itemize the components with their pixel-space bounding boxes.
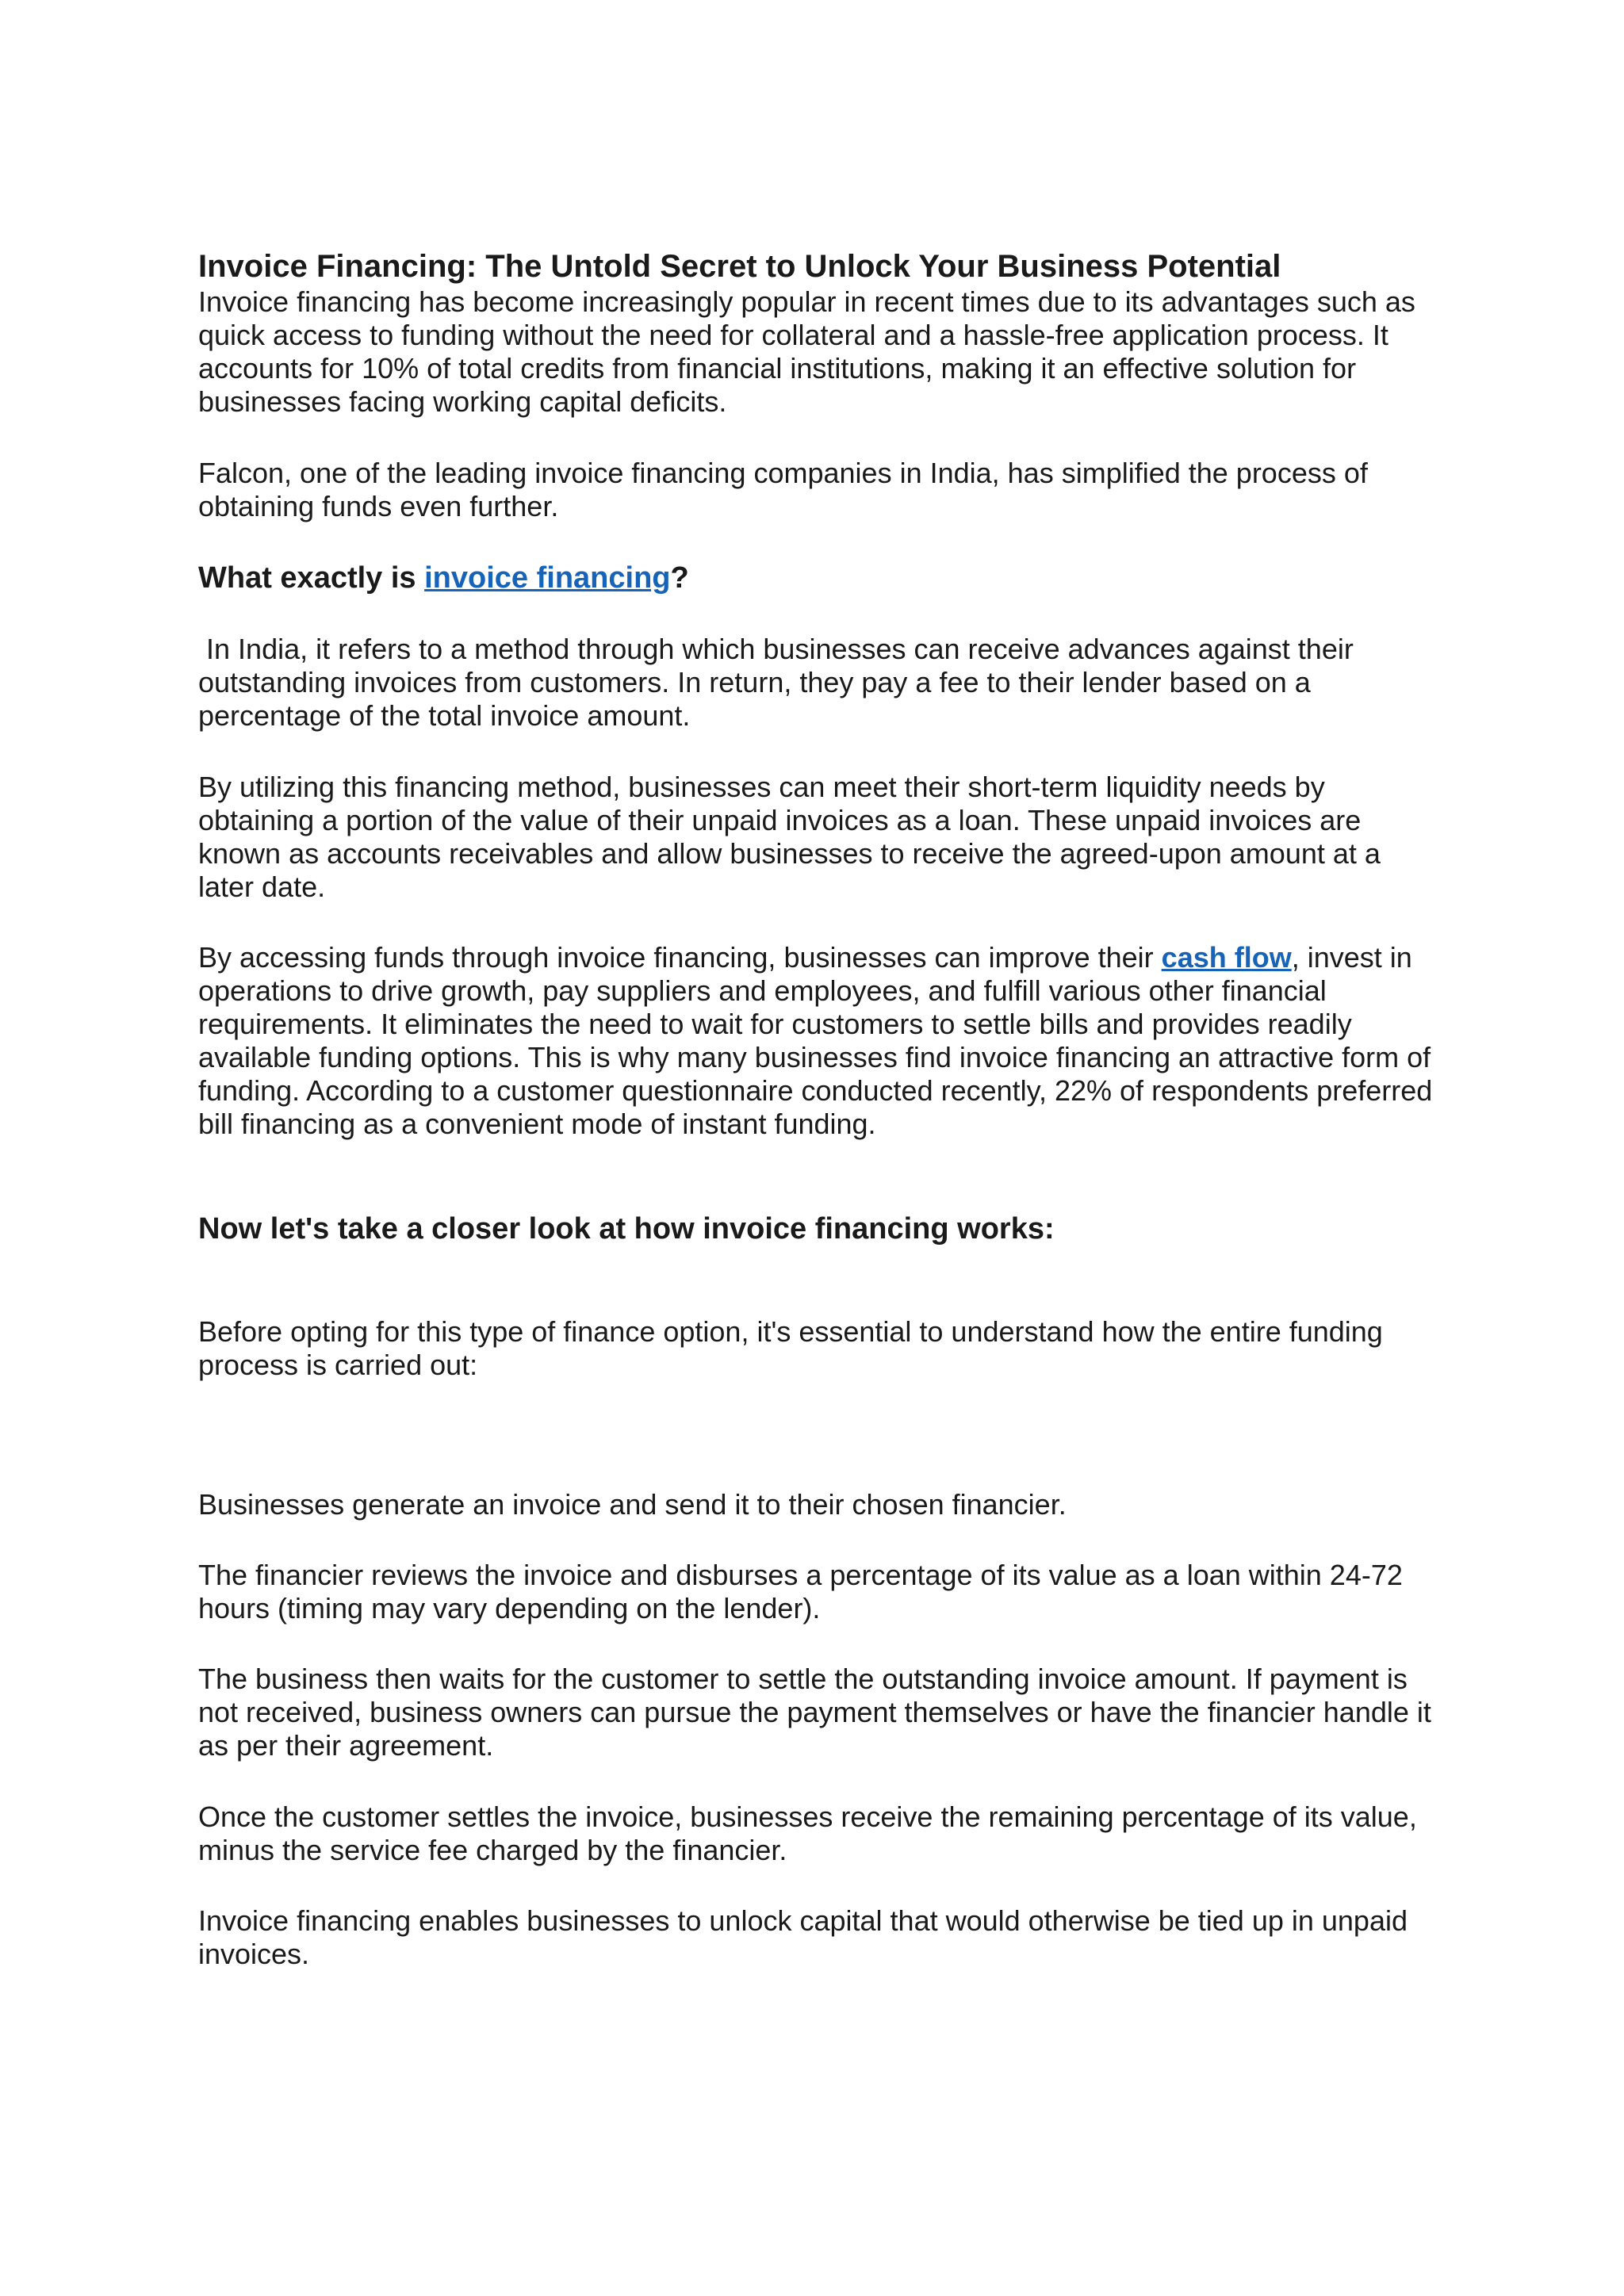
process-step-1: Businesses generate an invoice and send it to their chosen financier.: [198, 1488, 1067, 1521]
process-step-4: Once the customer settles the invoice, businesses receive the remaining percentage of its value, minus the service fee charged by the financier.: [198, 1800, 1417, 1866]
cash-flow-link[interactable]: cash flow: [1161, 941, 1292, 974]
cash-flow-paragraph: [198, 941, 1435, 1141]
process-step-2: The financier reviews the invoice and disburses a percentage of its value as a loan within 24-72 hours (timing may vary depending on the lender).: [198, 1559, 1403, 1624]
falcon-paragraph: Falcon, one of the leading invoice financing companies in India, has simplified the process of obtaining funds even further.: [198, 457, 1368, 522]
process-intro-paragraph: Before opting for this type of finance option, it's essential to understand how the entire funding process is carried out:: [198, 1315, 1383, 1381]
heading-text-suffix: ?: [670, 561, 689, 595]
document-title: Invoice Financing: The Untold Secret to Unlock Your Business Potential: [198, 249, 1281, 284]
cash-flow-text-suffix: , invest in operations to drive growth, pay suppliers and employees, and fulfill various other financial requirements. It eliminates the need to wait for customers to settle bills and provides readily available funding options. This is why many businesses find invoice financing an attractive form of funding. According to a customer questionnaire conducted recently, 22% of respondents preferred bill financing as a convenient mode of instant funding.: [198, 941, 1433, 1140]
cash-flow-text-prefix: By accessing funds through invoice financing, businesses can improve their: [198, 941, 1162, 974]
liquidity-paragraph: By utilizing this financing method, businesses can meet their short-term liquidity needs by obtaining a portion of the value of their unpaid invoices as a loan. These unpaid invoices are known as accounts receivables and allow businesses to receive the agreed-upon amount at a later date.: [198, 771, 1381, 903]
heading-text-prefix: What exactly is: [198, 561, 425, 595]
intro-paragraph: Invoice financing has become increasingly popular in recent times due to its advantages such as quick access to funding without the need for collateral and a hassle-free application process. It accounts for 10% of total credits from financial institutions, making it an effective solution for businesses facing working capital deficits.: [198, 285, 1415, 418]
invoice-financing-link[interactable]: invoice financing: [424, 561, 671, 595]
definition-paragraph: In India, it refers to a method through which businesses can receive advances against their outstanding invoices from customers. In return, they pay a fee to their lender based on a percentage of the total invoice amount.: [198, 633, 1362, 732]
section-heading-how-it-works: Now let's take a closer look at how invoice financing works:: [198, 1212, 1055, 1246]
section-heading-what-is: [198, 560, 689, 596]
process-step-3: The business then waits for the customer to settle the outstanding invoice amount. If payment is not received, business owners can pursue the payment themselves or have the financier handle it as per their agreement.: [198, 1663, 1431, 1762]
process-conclusion: Invoice financing enables businesses to unlock capital that would otherwise be tied up in unpaid invoices.: [198, 1904, 1408, 1970]
